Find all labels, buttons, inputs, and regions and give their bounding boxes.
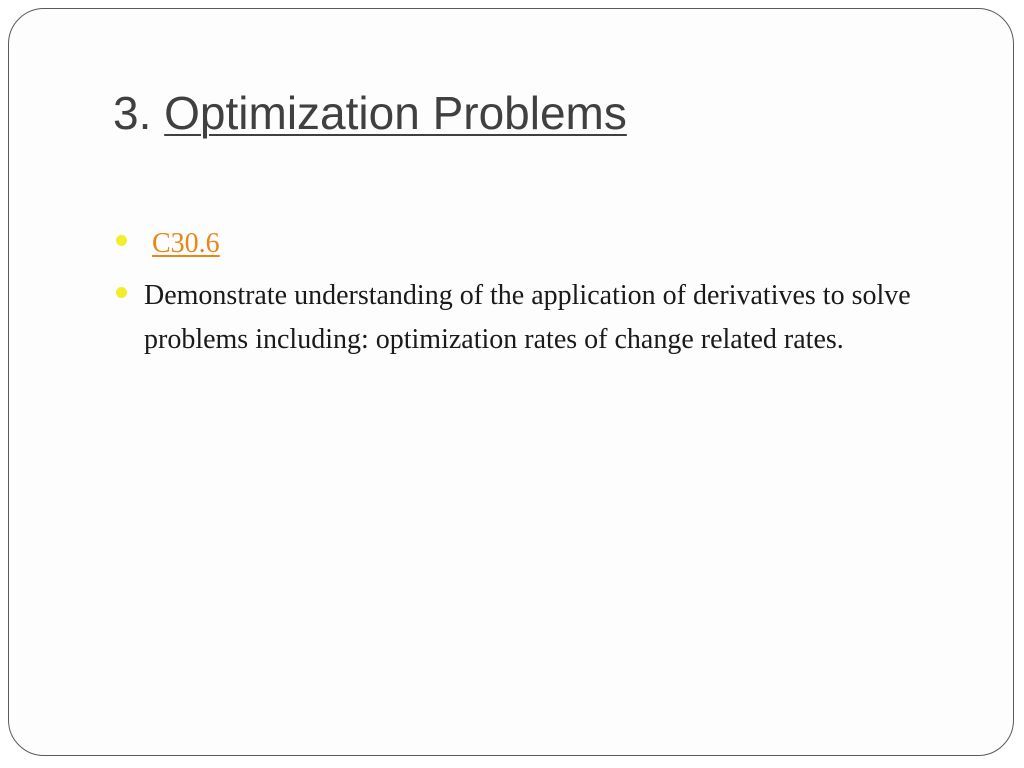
bullet-item-reference xyxy=(113,222,953,266)
title-number: 3. xyxy=(113,87,152,139)
bullet-list xyxy=(113,222,953,370)
curriculum-reference-link[interactable]: C30.6 xyxy=(152,228,220,259)
title-link[interactable]: Optimization Problems xyxy=(164,87,627,139)
bullet-dot-icon xyxy=(116,235,127,246)
slide-title xyxy=(113,86,627,141)
outcome-description-text: Demonstrate understanding of the application of derivatives to solve problems including: optimization rates of change related rates. xyxy=(144,280,911,355)
bullet-dot-icon xyxy=(116,287,127,298)
bullet-item-description xyxy=(113,274,953,362)
